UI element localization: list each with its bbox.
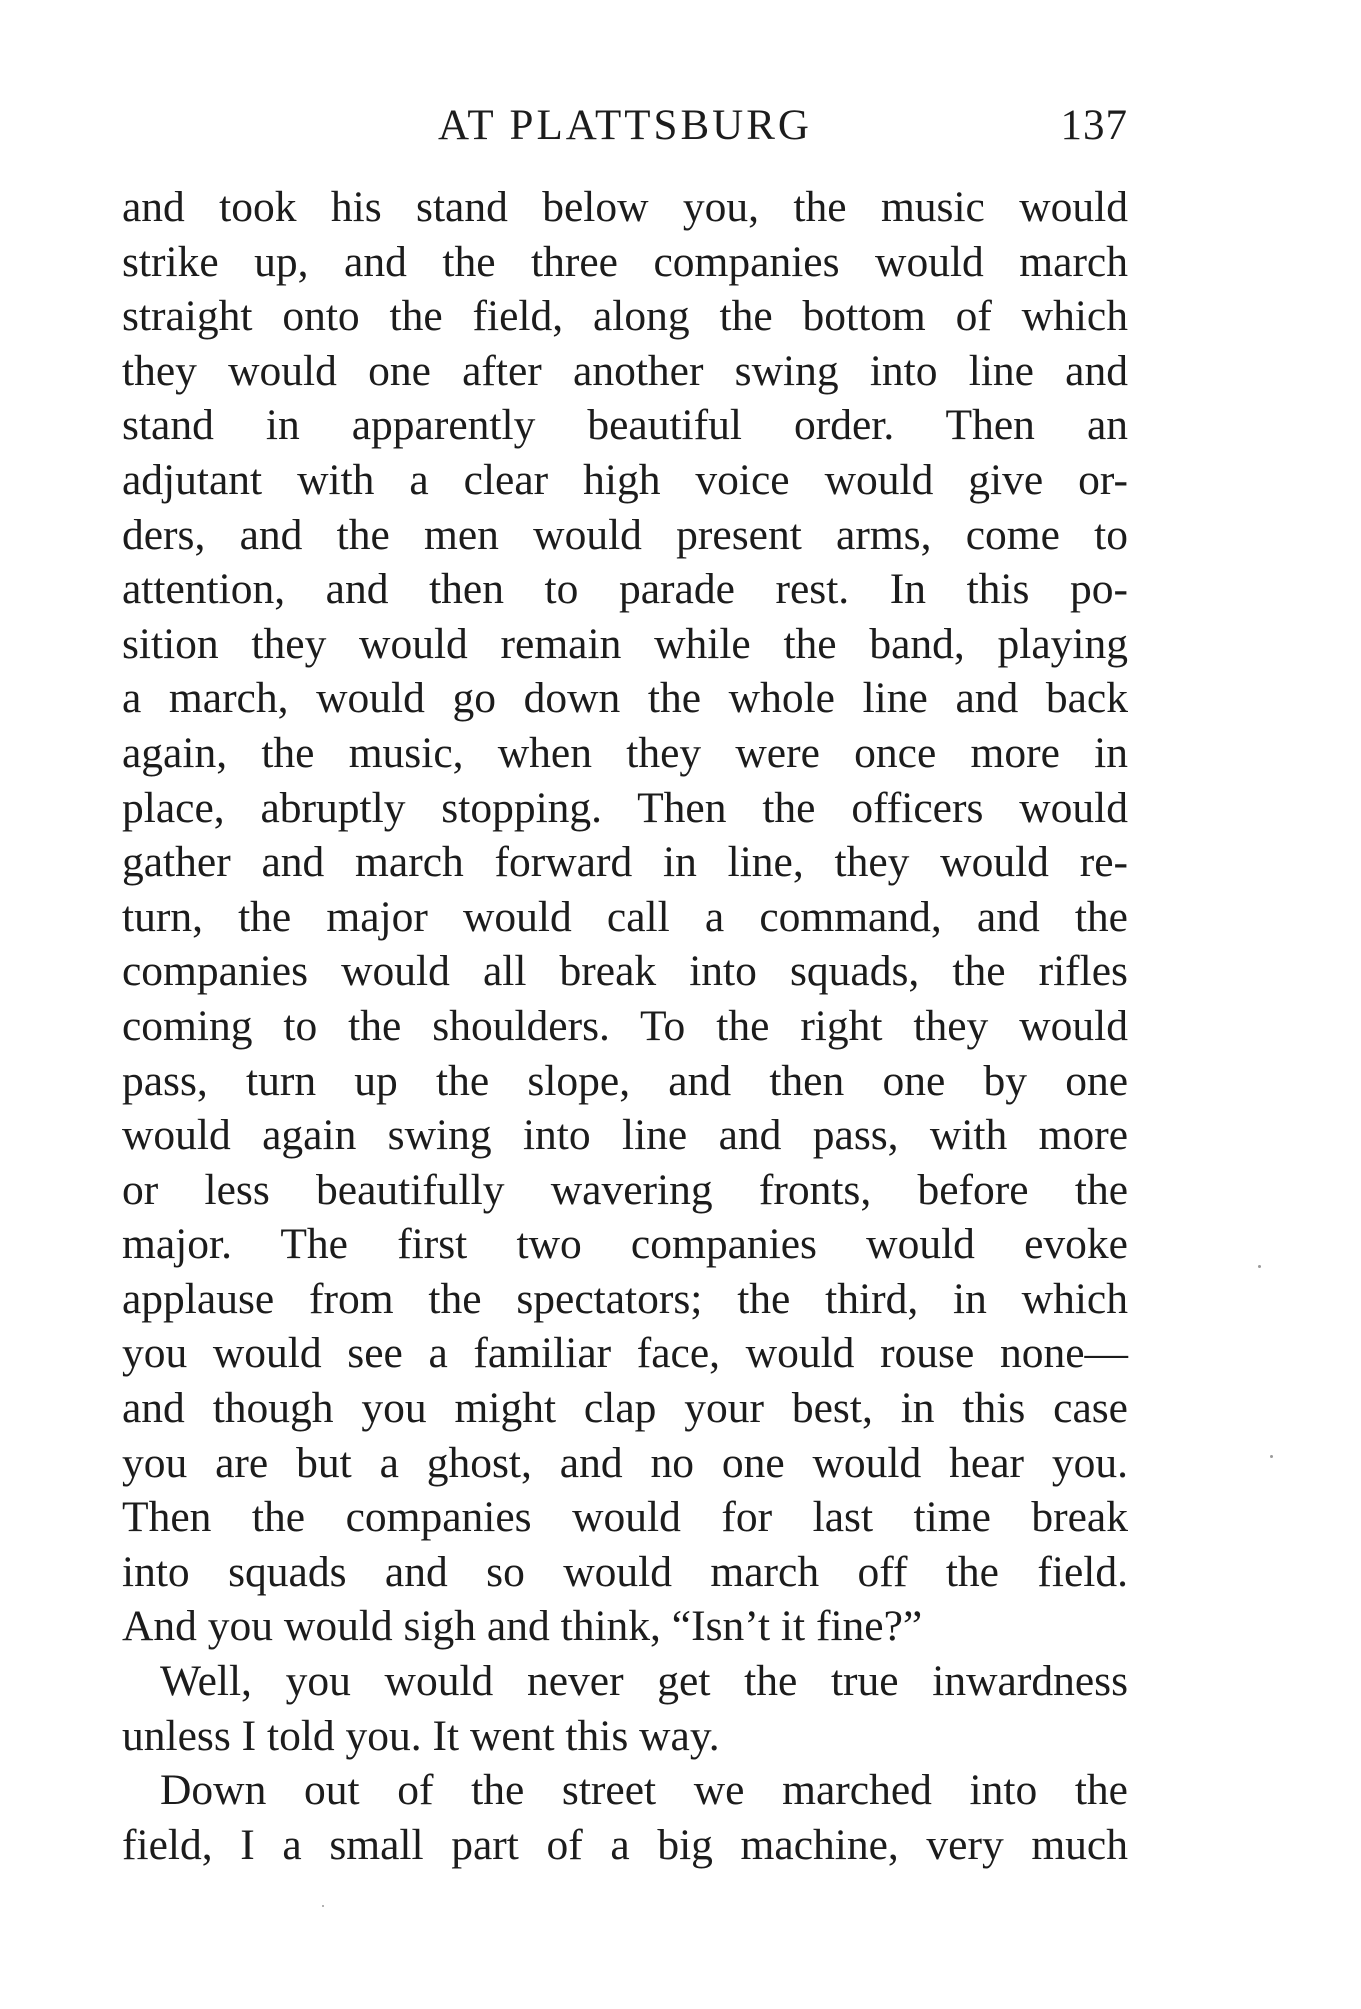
text-line: coming to the shoulders. To the right they would	[122, 1001, 1128, 1050]
text-line: straight onto the field, along the bottom of which	[122, 292, 1128, 341]
text-line: gather and march forward in line, they would re-	[122, 838, 1128, 887]
paper-speck	[1270, 1455, 1273, 1458]
paper-speck	[322, 1905, 324, 1907]
text-line: attention, and then to parade rest. In this po-	[122, 565, 1128, 614]
paragraph-1	[122, 180, 1128, 1654]
page-number: 137	[1060, 102, 1128, 149]
text-line: into squads and so would march off the field.	[122, 1547, 1128, 1596]
text-line: Well, you would never get the true inwardness	[160, 1657, 1128, 1706]
running-head	[122, 96, 1128, 156]
paper-speck	[1258, 1265, 1261, 1268]
text-line: Then the companies would for last time break	[122, 1493, 1128, 1542]
text-line: adjutant with a clear high voice would give or-	[122, 455, 1128, 504]
text-line: again, the music, when they were once more in	[122, 728, 1128, 777]
text-line: ders, and the men would present arms, come to	[122, 510, 1128, 559]
text-line: and took his stand below you, the music would	[122, 183, 1128, 231]
text-line: stand in apparently beautiful order. Then an	[122, 401, 1128, 450]
text-line: strike up, and the three companies would march	[122, 237, 1128, 286]
text-line: and though you might clap your best, in this case	[122, 1384, 1128, 1433]
text-line: applause from the spectators; the third, in which	[122, 1274, 1128, 1323]
text-line: major. The first two companies would evoke	[122, 1220, 1128, 1269]
paragraph-2	[122, 1654, 1128, 1763]
running-title: AT PLATTSBURG	[438, 102, 812, 149]
text-line: you would see a familiar face, would rouse none—	[122, 1329, 1128, 1378]
text-line: pass, turn up the slope, and then one by one	[122, 1056, 1128, 1105]
text-line: they would one after another swing into line and	[122, 346, 1128, 395]
text-line: a march, would go down the whole line and back	[122, 674, 1128, 723]
text-line: or less beautifully wavering fronts, before the	[122, 1165, 1128, 1214]
text-line: field, I a small part of a big machine, very much	[122, 1820, 1128, 1869]
text-line: unless I told you. It went this way.	[122, 1711, 720, 1760]
body-text	[122, 180, 1128, 1872]
text-line: Down out of the street we marched into the	[160, 1766, 1128, 1815]
text-line: would again swing into line and pass, with more	[122, 1111, 1128, 1160]
text-line: companies would all break into squads, the rifles	[122, 947, 1128, 996]
text-line: you are but a ghost, and no one would hear you.	[122, 1438, 1128, 1487]
text-line: place, abruptly stopping. Then the officers would	[122, 783, 1128, 832]
text-line: sition they would remain while the band, playing	[122, 619, 1128, 668]
paragraph-3	[122, 1763, 1128, 1872]
text-line: turn, the major would call a command, and the	[122, 892, 1128, 941]
text-line: And you would sigh and think, “Isn’t it fine?”	[122, 1602, 923, 1651]
